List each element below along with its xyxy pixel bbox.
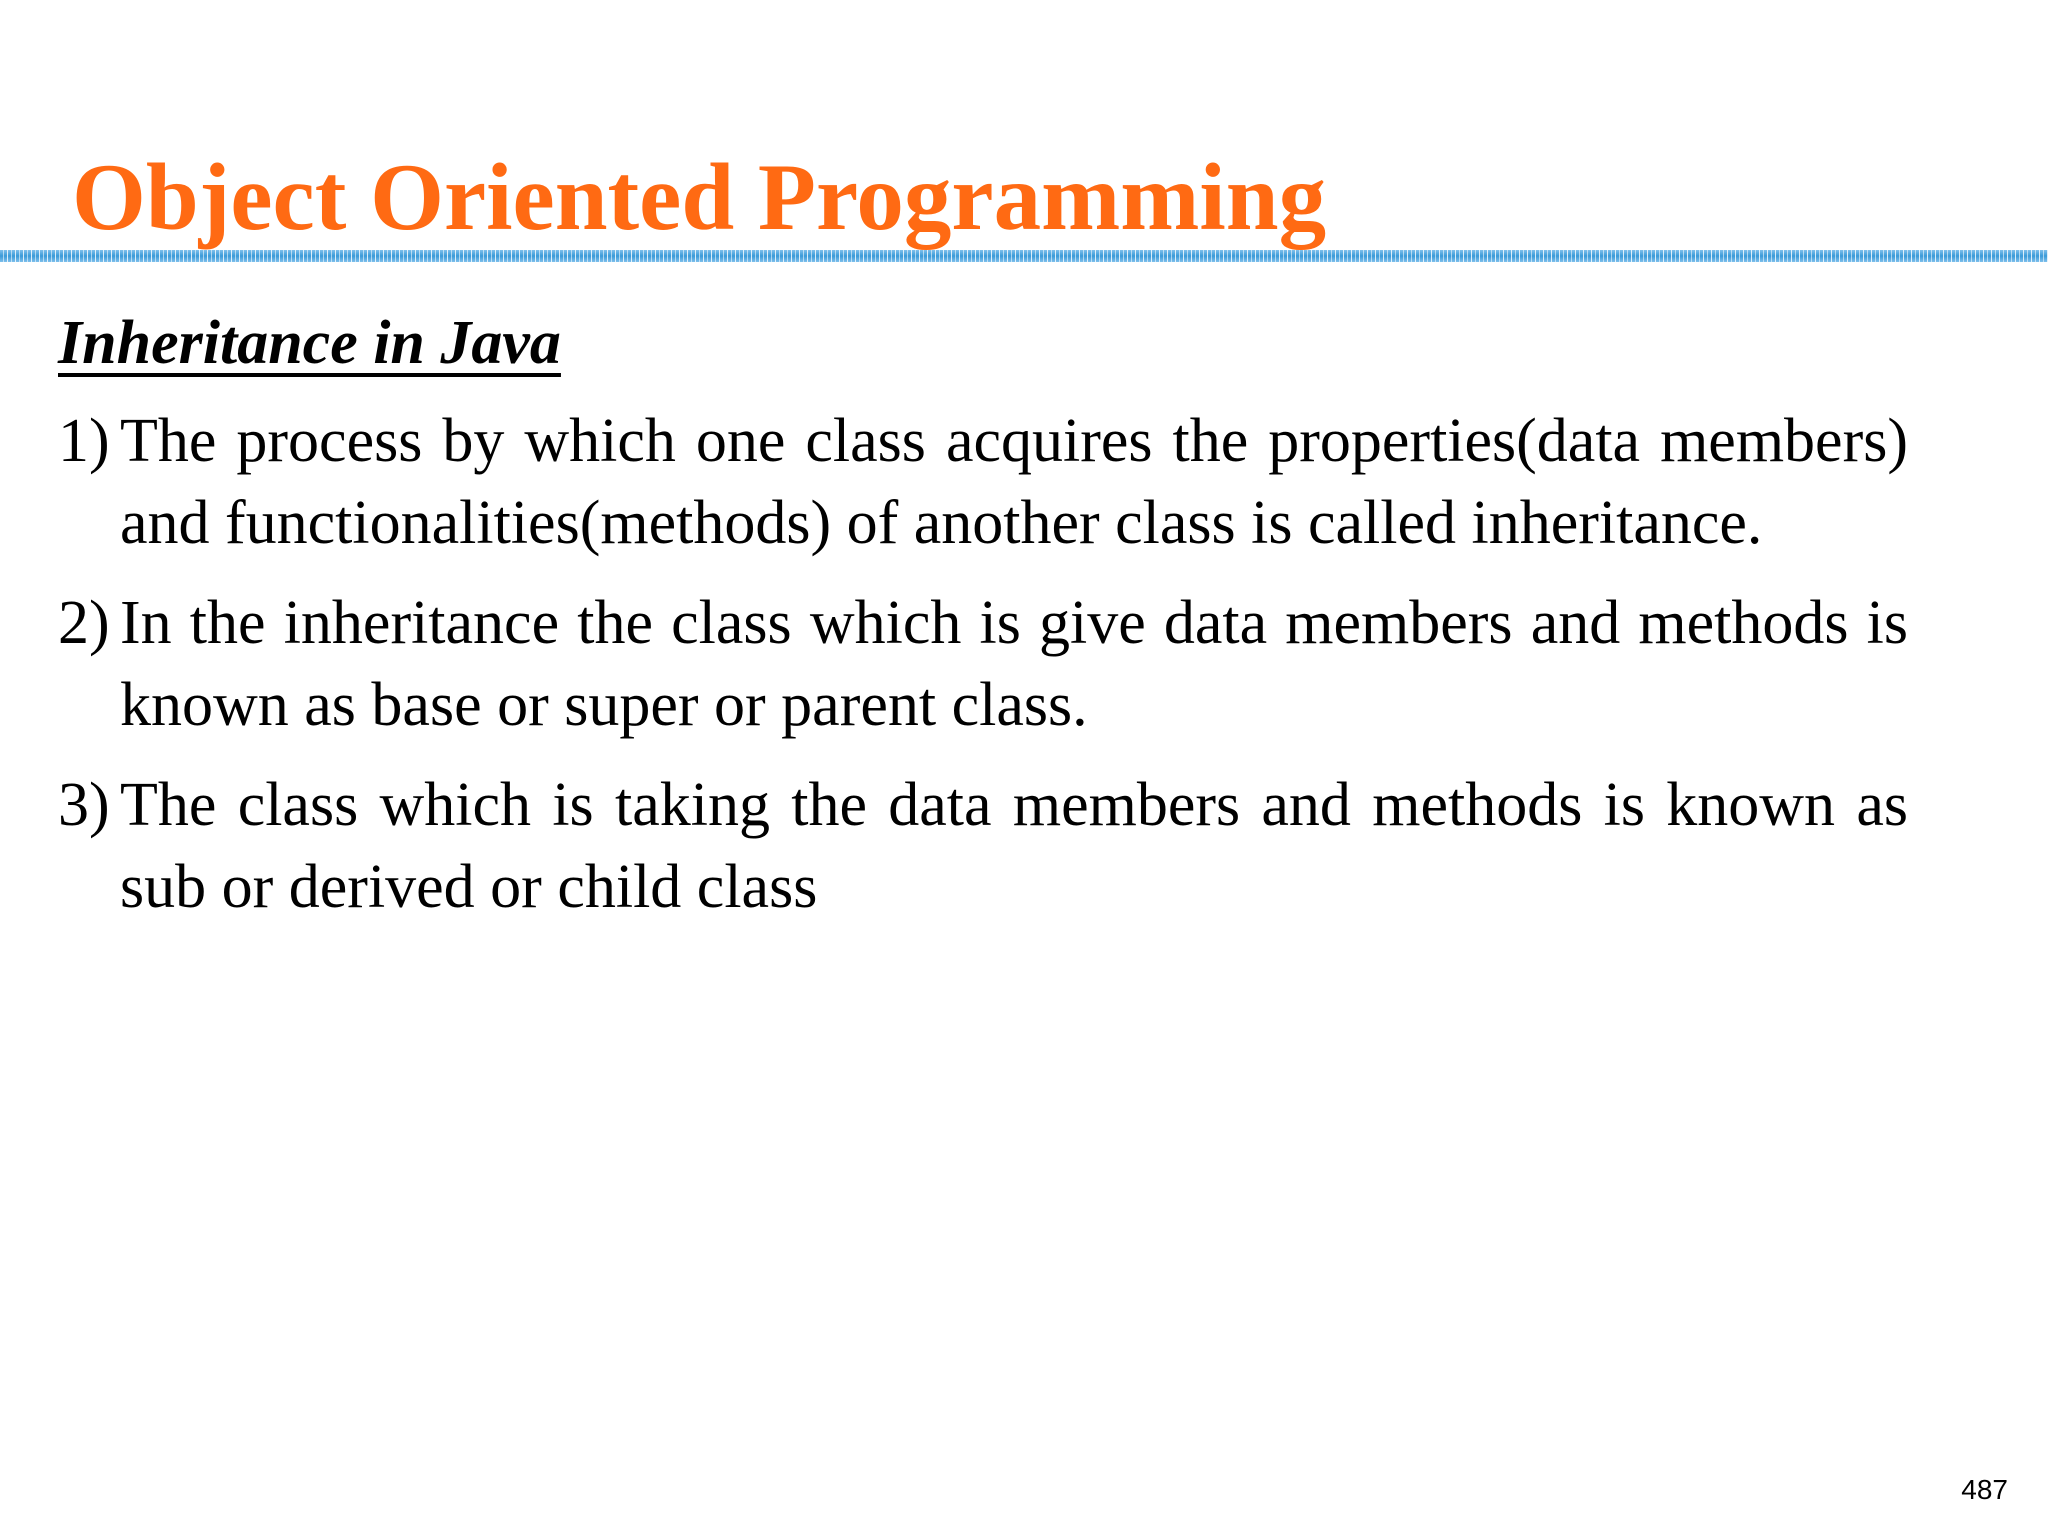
list-item-text: The class which is taking the data members and methods is known as sub or derived or child class [120,771,1908,921]
list-item-number: 1) [58,407,110,475]
list-item [58,764,1908,928]
title-divider [0,250,2048,262]
list-item-text: In the inheritance the class which is give data members and methods is known as base or super or parent class. [120,589,1908,739]
list-item-number: 3) [58,771,110,839]
point-list [58,400,1908,946]
list-item [58,400,1908,564]
page-number: 487 [1961,1474,2008,1505]
list-item-number: 2) [58,589,110,657]
slide-title: Object Oriented Programming [72,144,1327,250]
list-item-text: The process by which one class acquires the properties(data members) and functionalities(methods) of another class is called inheritance. [120,407,1908,557]
list-item [58,582,1908,746]
section-heading: Inheritance in Java [58,309,561,377]
